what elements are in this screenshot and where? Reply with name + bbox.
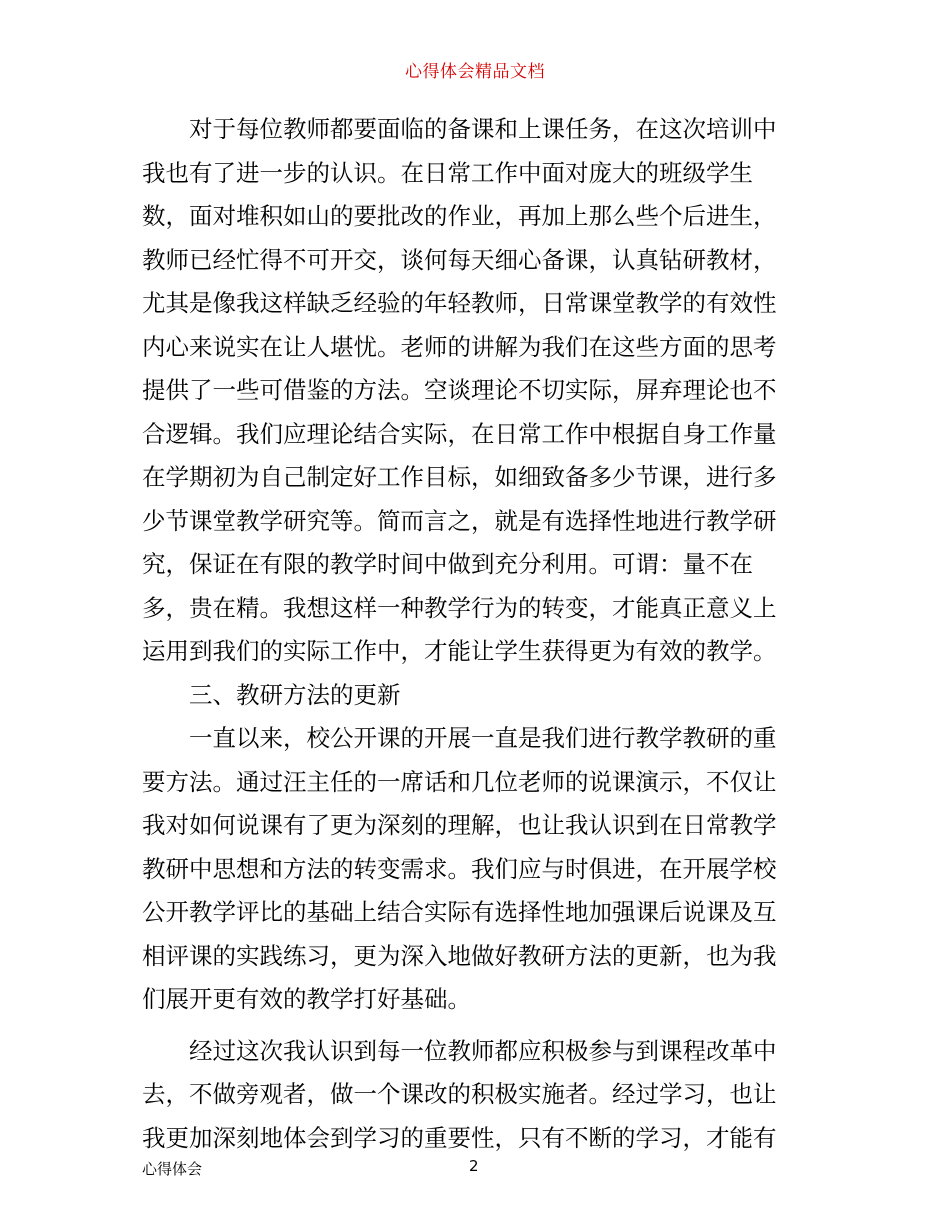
body-line: 我更加深刻地体会到学习的重要性，只有不断的学习，才能有 xyxy=(142,1123,777,1152)
footer-label: 心得体会 xyxy=(142,1160,203,1178)
body-line: 少节课堂教学研究等。简而言之，就是有选择性地进行教学研 xyxy=(142,506,777,535)
body-line: 多，贵在精。我想这样一种教学行为的转变，才能真正意义上 xyxy=(142,593,777,622)
body-line: 合逻辑。我们应理论结合实际，在日常工作中根据自身工作量 xyxy=(142,419,777,448)
body-line: 要方法。通过汪主任的一席话和几位老师的说课演示，不仅让 xyxy=(142,767,777,796)
body-line: 在学期初为自己制定好工作目标，如细致备多少节课，进行多 xyxy=(142,463,777,491)
body-line: 经过这次我认识到每一位教师都应积极参与到课程改革中 xyxy=(189,1036,777,1065)
document-header-title: 心得体会精品文档 xyxy=(405,62,545,82)
body-line: 运用到我们的实际工作中，才能让学生获得更为有效的教学。 xyxy=(142,637,777,665)
body-line: 提供了一些可借鉴的方法。空谈理论不切实际，屏弃理论也不 xyxy=(142,376,777,404)
body-line: 教师已经忙得不可开交，谈何每天细心备课，认真钻研教材， xyxy=(142,245,777,274)
body-line: 尤其是像我这样缺乏经验的年轻教师，日常课堂教学的有效性 xyxy=(142,289,777,317)
body-line: 相评课的实践练习，更为深入地做好教研方法的更新，也为我 xyxy=(142,941,777,970)
body-line: 我对如何说课有了更为深刻的理解，也让我认识到在日常教学 xyxy=(142,811,777,839)
body-line: 去，不做旁观者，做一个课改的积极实施者。经过学习，也让 xyxy=(142,1080,777,1108)
body-line: 究，保证在有限的教学时间中做到充分利用。可谓：量不在 xyxy=(142,550,753,578)
page-number: 2 xyxy=(469,1157,479,1175)
body-line: 我也有了进一步的认识。在日常工作中面对庞大的班级学生 xyxy=(142,158,753,187)
body-line: 一直以来，校公开课的开展一直是我们进行教学教研的重 xyxy=(189,724,777,752)
body-line: 们展开更有效的教学打好基础。 xyxy=(142,985,471,1013)
body-line: 公开教学评比的基础上结合实际有选择性地加强课后说课及互 xyxy=(142,898,777,926)
document-body xyxy=(142,108,812,1160)
body-line: 内心来说实在让人堪忧。老师的讲解为我们在这些方面的思考 xyxy=(142,332,777,361)
body-line: 数，面对堆积如山的要批改的作业，再加上那么些个后进生， xyxy=(142,202,777,230)
body-line: 教研中思想和方法的转变需求。我们应与时俱进，在开展学校 xyxy=(142,854,777,883)
body-line: 对于每位教师都要面临的备课和上课任务，在这次培训中 xyxy=(189,115,777,143)
section-heading: 三、教研方法的更新 xyxy=(189,680,401,709)
